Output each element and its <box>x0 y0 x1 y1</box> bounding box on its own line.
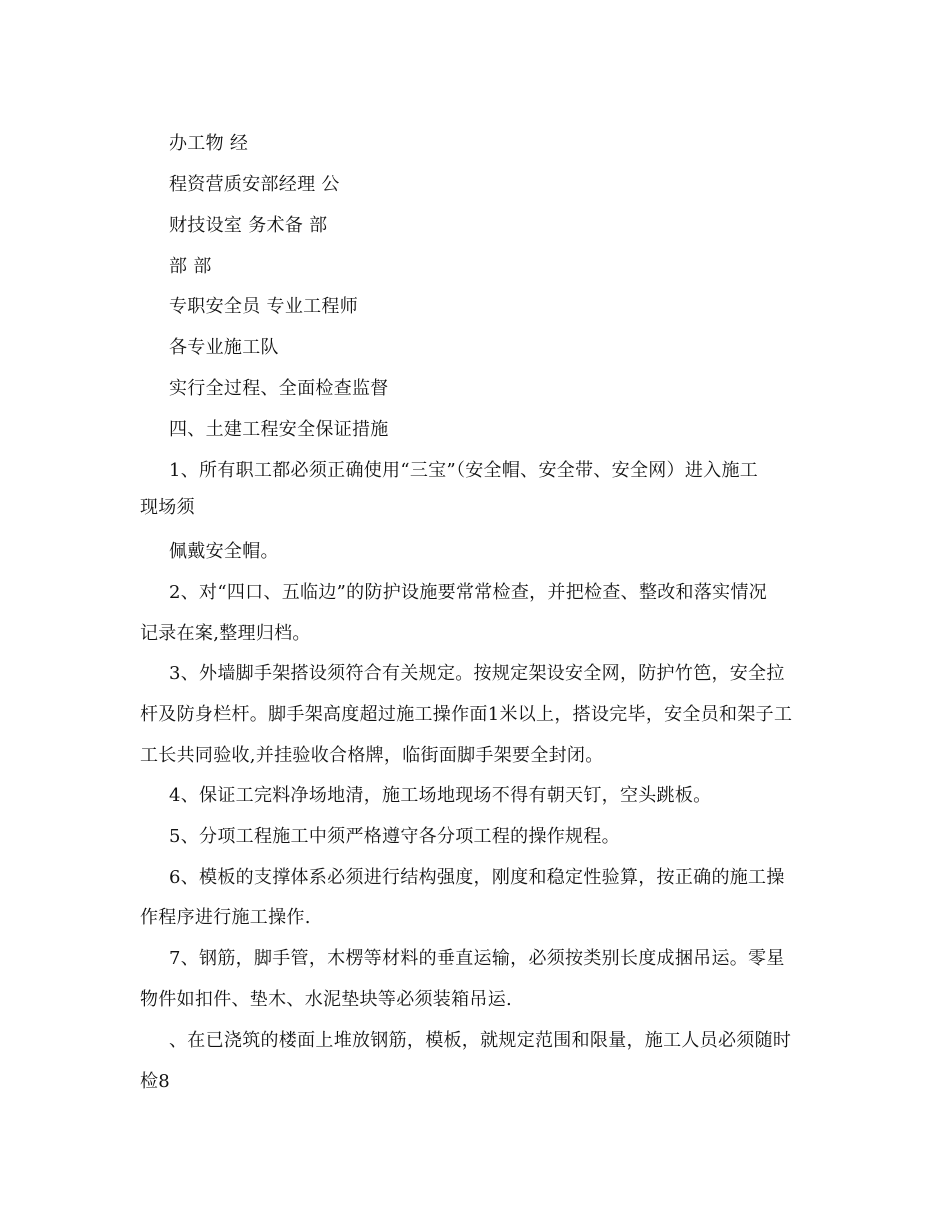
paragraph-1-line-3: 佩戴安全帽。 <box>169 541 279 562</box>
org-chart-line-3: 财技设室 务术备 部 <box>169 215 328 236</box>
paragraph-6-line-2: 作程序进行施工操作. <box>140 907 311 928</box>
paragraph-1-line-1: 1、所有职工都必须正确使用“三宝”（安全帽、安全带、安全网）进入施工 <box>169 460 759 481</box>
paragraph-4-line-1: 4、保证工完料净场地清，施工场地现场不得有朝天钉，空头跳板。 <box>169 785 712 806</box>
org-chart-line-6: 各专业施工队 <box>169 337 279 358</box>
paragraph-1-line-2: 现场须 <box>140 497 195 518</box>
org-chart-line-1: 办工物 经 <box>169 133 249 154</box>
paragraph-7-line-1: 7、钢筋，脚手管，木楞等材料的垂直运输，必须按类别长度成捆吊运。零星 <box>169 948 785 969</box>
section-heading: 四、土建工程安全保证措施 <box>169 419 389 440</box>
paragraph-3-line-3: 工长共同验收,并挂验收合格牌，临街面脚手架要全封闭。 <box>140 745 604 766</box>
org-chart-line-5: 专职安全员 专业工程师 <box>169 296 359 317</box>
paragraph-5-line-1: 5、分项工程施工中须严格遵守各分项工程的操作规程。 <box>169 826 620 847</box>
paragraph-6-line-1: 6、模板的支撑体系必须进行结构强度，刚度和稳定性验算，按正确的施工操 <box>169 867 785 888</box>
paragraph-8-line-2: 检8 <box>140 1071 171 1092</box>
paragraph-3-line-2: 杆及防身栏杆。脚手架高度超过施工操作面1米以上，搭设完毕，安全员和架子工 <box>140 704 793 725</box>
paragraph-2-line-2: 记录在案,整理归档。 <box>140 623 311 644</box>
org-chart-line-4: 部 部 <box>169 256 212 277</box>
paragraph-2-line-1: 2、对“四口、五临边”的防护设施要常常检查，并把检查、整改和落实情况 <box>169 582 768 603</box>
org-chart-line-7: 实行全过程、全面检查监督 <box>169 378 389 399</box>
paragraph-7-line-2: 物件如扣件、垫木、水泥垫块等必须装箱吊运. <box>140 989 513 1010</box>
org-chart-line-2: 程资营质安部经理 公 <box>169 174 340 195</box>
paragraph-8-line-1: 、在已浇筑的楼面上堆放钢筋，模板，就规定范围和限量，施工人员必须随时 <box>169 1030 792 1051</box>
paragraph-3-line-1: 3、外墙脚手架搭设须符合有关规定。按规定架设安全网，防护竹笆，安全拉 <box>169 663 785 684</box>
